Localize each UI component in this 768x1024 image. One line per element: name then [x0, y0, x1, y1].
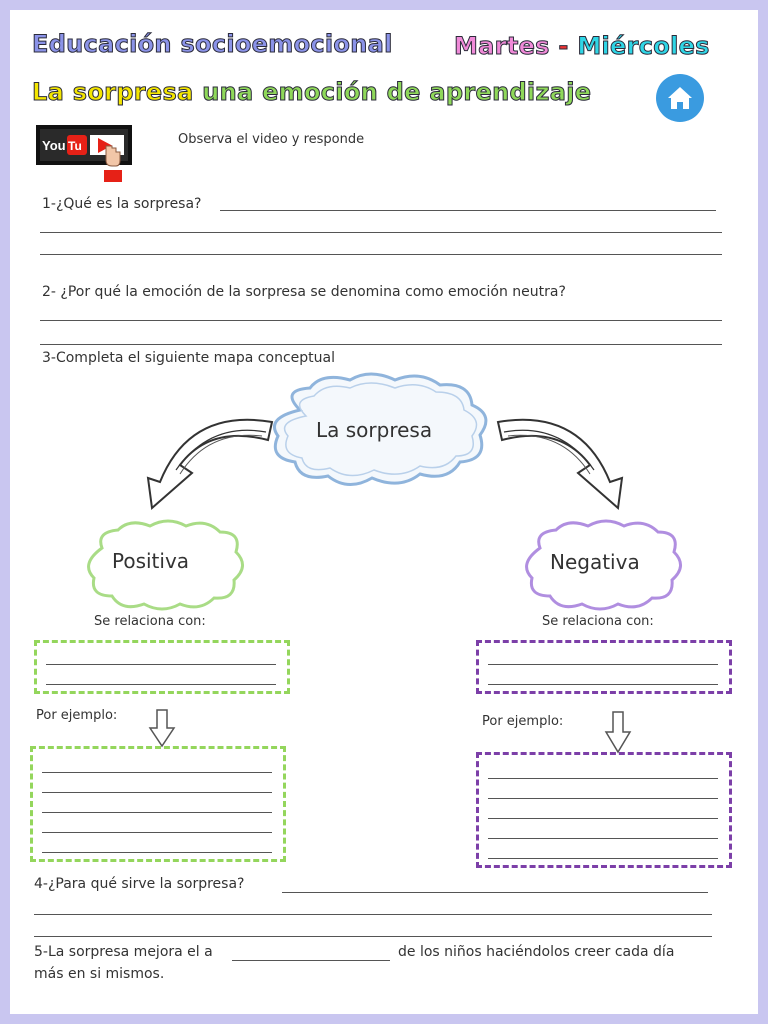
answer-line[interactable]	[488, 798, 718, 799]
positive-label: Positiva	[112, 549, 190, 573]
arrow-left	[148, 420, 272, 508]
negative-label: Negativa	[550, 550, 640, 574]
video-instruction: Observa el video y responde	[178, 132, 365, 147]
down-arrow-right	[606, 712, 630, 752]
answer-line[interactable]	[42, 772, 272, 773]
question-4: 4-¿Para qué sirve la sorpresa?	[34, 876, 245, 892]
arrow-right	[498, 420, 622, 508]
worksheet-page	[10, 10, 758, 1014]
home-icon	[656, 74, 704, 122]
answer-line[interactable]	[40, 320, 722, 321]
answer-line[interactable]	[488, 838, 718, 839]
svg-text:You: You	[42, 138, 66, 153]
answer-blank[interactable]	[232, 960, 390, 961]
down-arrow-left	[150, 710, 174, 746]
answer-line[interactable]	[34, 936, 712, 937]
day-wednesday: Miércoles	[577, 32, 710, 60]
question-5-start: 5-La sorpresa mejora el a	[34, 944, 213, 960]
svg-text:Tu: Tu	[68, 139, 82, 153]
question-5-continuation: más en si mismos.	[34, 966, 165, 982]
subtitle	[32, 78, 591, 106]
question-1: 1-¿Qué es la sorpresa?	[42, 196, 202, 212]
youtube-icon	[36, 122, 132, 182]
example-right-label: Por ejemplo:	[482, 714, 564, 729]
page-title: Educación socioemocional	[32, 30, 393, 58]
days-label	[454, 32, 710, 60]
question-3: 3-Completa el siguiente mapa conceptual	[42, 350, 335, 366]
example-left-label: Por ejemplo:	[36, 708, 118, 723]
positive-example-box[interactable]	[30, 746, 286, 862]
answer-line[interactable]	[488, 778, 718, 779]
answer-line[interactable]	[42, 832, 272, 833]
subtitle-highlight: La sorpresa	[32, 78, 194, 106]
question-5-end: de los niños haciéndolos creer cada día	[398, 944, 675, 960]
negative-relates-box[interactable]	[476, 640, 732, 694]
answer-line[interactable]	[220, 210, 716, 211]
answer-line[interactable]	[40, 254, 722, 255]
positive-relates-box[interactable]	[34, 640, 290, 694]
answer-line[interactable]	[42, 852, 272, 853]
center-cloud-label: La sorpresa	[316, 418, 433, 442]
negative-example-box[interactable]	[476, 752, 732, 868]
question-2: 2- ¿Por qué la emoción de la sorpresa se denomina como emoción neutra?	[42, 284, 566, 300]
answer-line[interactable]	[42, 792, 272, 793]
answer-line[interactable]	[282, 892, 708, 893]
answer-line[interactable]	[488, 858, 718, 859]
answer-line[interactable]	[488, 818, 718, 819]
answer-line[interactable]	[34, 914, 712, 915]
answer-line[interactable]	[488, 664, 718, 665]
day-separator: -	[549, 32, 578, 60]
answer-line[interactable]	[488, 684, 718, 685]
home-button[interactable]	[656, 74, 704, 122]
subtitle-rest: una emoción de aprendizaje	[202, 78, 592, 106]
answer-line[interactable]	[42, 812, 272, 813]
answer-line[interactable]	[40, 344, 722, 345]
day-tuesday: Martes	[454, 32, 550, 60]
answer-line[interactable]	[40, 232, 722, 233]
youtube-video-link[interactable]	[36, 122, 132, 182]
relates-right-label: Se relaciona con:	[542, 614, 654, 629]
answer-line[interactable]	[46, 664, 276, 665]
answer-line[interactable]	[46, 684, 276, 685]
relates-left-label: Se relaciona con:	[94, 614, 206, 629]
